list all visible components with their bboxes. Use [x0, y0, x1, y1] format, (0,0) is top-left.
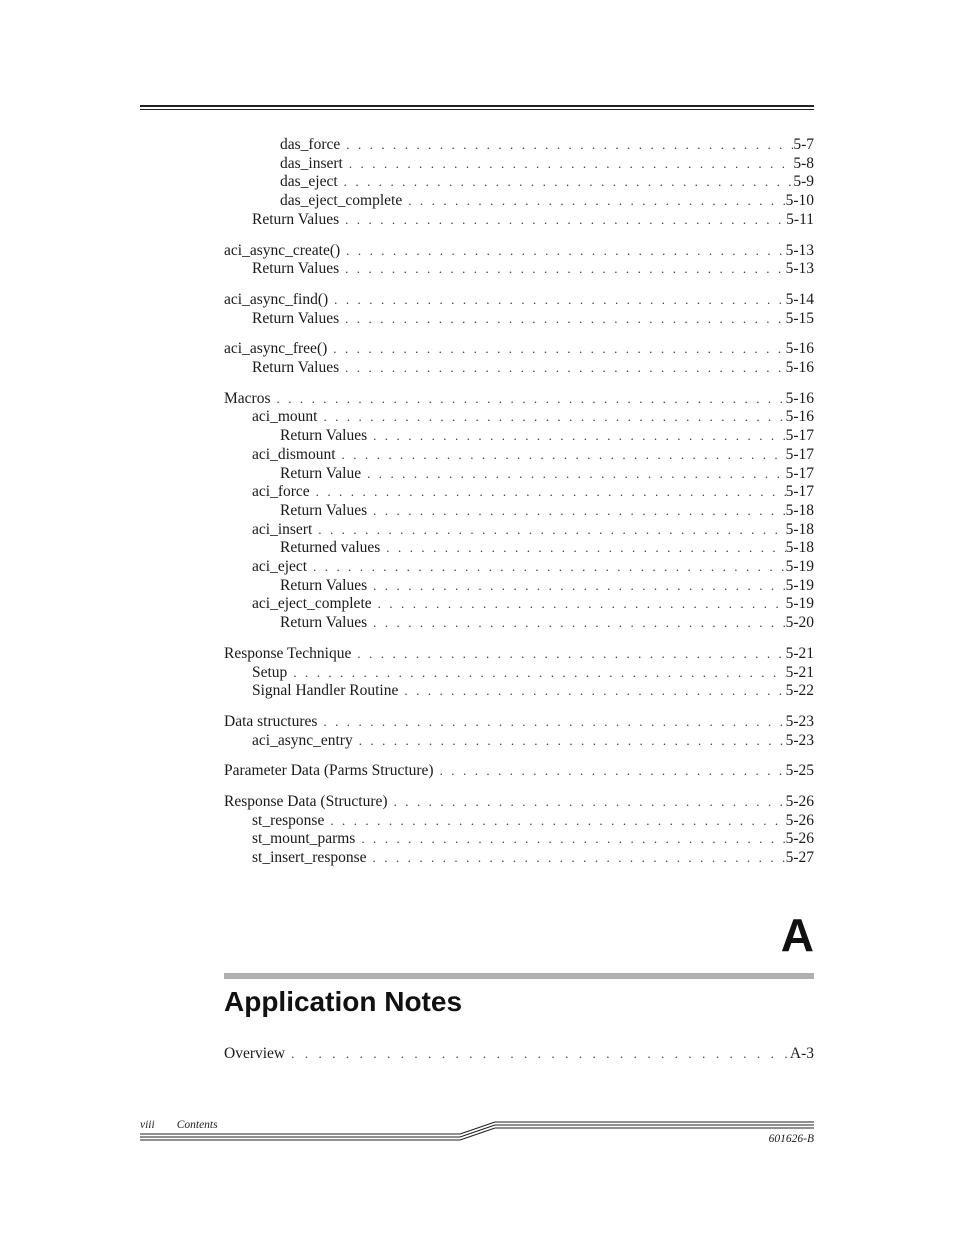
toc-entry[interactable] — [224, 154, 814, 173]
appendix-divider-bar — [224, 973, 814, 979]
toc-entry[interactable] — [224, 407, 814, 426]
toc-entry-title: das_force — [280, 136, 341, 153]
toc-entry-title: Parameter Data (Parms Structure) — [224, 762, 434, 780]
toc-dot-leader — [357, 644, 785, 663]
toc-dot-leader — [361, 829, 785, 848]
toc-entry[interactable] — [224, 557, 814, 576]
toc-entry[interactable] — [224, 482, 814, 501]
toc-dot-leader — [359, 731, 786, 750]
toc-dot-leader — [346, 241, 785, 260]
toc-entry[interactable] — [224, 848, 814, 867]
toc-entry[interactable] — [224, 792, 814, 811]
toc-dot-leader — [344, 172, 794, 191]
toc-dot-leader — [373, 613, 785, 632]
toc-entry-title: Return Values — [280, 501, 368, 519]
footer-doc-id: 601626-B — [768, 1133, 814, 1145]
toc-entry-title: Returned values — [280, 539, 381, 557]
toc-dot-leader — [334, 290, 785, 309]
toc-entry[interactable] — [224, 259, 814, 278]
toc-dot-leader — [346, 135, 793, 154]
footer-rule-graphic — [140, 1118, 814, 1148]
toc-entry-page: 5-19 — [785, 595, 814, 613]
toc-entry-title: Return Values — [280, 427, 368, 445]
toc-entry-title: aci_force — [252, 483, 310, 501]
toc-entry-title: das_eject — [280, 173, 338, 191]
toc-entry-page: 5-18 — [785, 520, 814, 538]
toc-dot-leader — [323, 712, 785, 731]
toc-dot-leader — [277, 389, 786, 408]
toc-dot-leader — [386, 538, 785, 557]
footer-page-number: viii — [140, 1119, 155, 1131]
toc-entry-page: 5-18 — [785, 501, 814, 519]
toc-dot-leader — [345, 210, 786, 229]
toc-entry[interactable] — [224, 681, 814, 700]
toc-entry-title: aci_async_entry — [252, 731, 353, 749]
toc-dot-leader — [440, 761, 786, 780]
toc-entry-title: aci_insert — [252, 520, 313, 538]
toc-entry-title: Return Values — [252, 309, 340, 327]
toc-entry-title: das_insert — [280, 154, 343, 172]
toc-entry-page: 5-19 — [785, 576, 814, 594]
footer-section-name: Contents — [176, 1119, 218, 1131]
toc-entry-page: 5-8 — [793, 154, 814, 172]
toc-dot-leader — [345, 259, 785, 278]
toc-entry[interactable] — [224, 576, 814, 595]
toc-entry-page: 5-26 — [785, 793, 814, 810]
toc-entry-title: st_mount_parms — [252, 830, 356, 848]
appendix-toc-entry[interactable] — [224, 1044, 814, 1063]
toc-dot-leader — [373, 501, 785, 520]
toc-entry-title: Macros — [224, 389, 271, 407]
toc-entry-page: 5-27 — [785, 849, 814, 867]
toc-entry-title: das_eject_complete — [280, 192, 403, 210]
toc-entry[interactable] — [224, 644, 814, 663]
toc-entry-page: 5-18 — [785, 539, 814, 557]
toc-entry-page: 5-17 — [785, 483, 814, 501]
toc-dot-leader — [333, 339, 785, 358]
toc-entry-title: Setup — [252, 663, 288, 681]
toc-entry-page: 5-19 — [785, 558, 814, 575]
toc-dot-leader — [345, 358, 785, 377]
toc-entry-page: 5-20 — [785, 614, 814, 632]
toc-dot-leader — [404, 681, 785, 700]
toc-entry[interactable] — [224, 290, 814, 309]
toc-entry-page: 5-23 — [785, 712, 814, 730]
toc-entry-page: 5-16 — [785, 408, 814, 426]
toc-dot-leader — [373, 426, 785, 445]
toc-dot-leader — [316, 482, 786, 501]
toc-entry[interactable] — [224, 712, 814, 731]
appendix-title: Application Notes — [224, 986, 463, 1017]
toc-entry-page: 5-13 — [785, 241, 814, 259]
toc-entry[interactable] — [224, 811, 814, 830]
toc-entry-page: 5-21 — [785, 644, 814, 662]
toc-entry[interactable] — [224, 829, 814, 848]
toc-entry[interactable] — [224, 520, 814, 539]
toc-entry-title: Return Values — [252, 260, 340, 278]
toc-entry-page: 5-11 — [786, 210, 814, 228]
toc-dot-leader — [330, 811, 785, 830]
toc-entry-page: 5-17 — [785, 427, 814, 445]
toc-dot-leader — [378, 594, 786, 613]
toc-dot-leader — [342, 445, 786, 464]
toc-entry-page: 5-16 — [785, 359, 814, 376]
toc-dot-leader — [394, 792, 786, 811]
toc-entry[interactable] — [224, 445, 814, 464]
toc-entry-page: 5-16 — [785, 340, 814, 358]
toc-dot-leader — [318, 520, 785, 539]
toc-entry[interactable] — [224, 594, 814, 613]
toc-dot-leader — [293, 663, 785, 682]
toc-entry[interactable] — [224, 309, 814, 328]
toc-entry-title: Return Values — [280, 576, 368, 594]
footer-page-info — [140, 1119, 218, 1131]
toc-entry-title: aci_async_create() — [224, 241, 341, 259]
toc-entry[interactable] — [224, 761, 814, 780]
toc-entry-title: Return Values — [280, 614, 368, 632]
toc-entry[interactable] — [224, 426, 814, 445]
toc-entry[interactable] — [224, 172, 814, 191]
toc-entry-title: Data structures — [224, 712, 318, 730]
toc-entry-page: 5-23 — [785, 731, 814, 749]
header-rule-thick — [140, 105, 814, 107]
toc-dot-leader — [323, 407, 785, 426]
toc-entry-title: aci_eject_complete — [252, 595, 372, 613]
toc-entry[interactable] — [224, 339, 814, 358]
toc-entry[interactable] — [224, 538, 814, 557]
toc-entry-page: 5-16 — [785, 389, 814, 407]
toc-dot-leader — [367, 464, 786, 483]
toc-entry-page: 5-17 — [785, 464, 814, 482]
header-rule-thin — [140, 109, 814, 110]
toc-entry-title: Response Data (Structure) — [224, 793, 388, 810]
appendix-letter: A — [780, 909, 814, 961]
toc-entry[interactable] — [224, 191, 814, 210]
toc-entry[interactable] — [224, 613, 814, 632]
toc-entry-page: 5-22 — [785, 682, 814, 700]
toc-entry-title: Response Technique — [224, 644, 352, 662]
toc-entry-title: aci_async_find() — [224, 290, 329, 308]
appendix-entry-page: A-3 — [789, 1045, 814, 1062]
toc-entry-title: aci_dismount — [252, 445, 336, 463]
appendix-entry-title: Overview — [224, 1045, 286, 1062]
toc-entry[interactable] — [224, 210, 814, 229]
toc-dot-leader — [373, 848, 786, 867]
toc-entry-page: 5-9 — [793, 173, 814, 191]
toc-entry-title: Return Value — [280, 464, 362, 482]
toc-entry[interactable] — [224, 241, 814, 260]
toc-entry-page: 5-17 — [785, 445, 814, 463]
toc-entry-page: 5-7 — [793, 136, 814, 153]
toc-entry-title: Signal Handler Routine — [252, 682, 399, 700]
toc-entry-page: 5-15 — [785, 309, 814, 327]
toc-dot-leader — [373, 576, 785, 595]
toc-dot-leader — [408, 191, 785, 210]
toc-entry-page: 5-26 — [785, 830, 814, 848]
toc-entry-title: Return Values — [252, 210, 340, 228]
toc-entry[interactable] — [224, 358, 814, 377]
toc-entry-title: Return Values — [252, 359, 340, 376]
toc-entry-title: st_response — [252, 811, 325, 829]
toc-entry[interactable] — [224, 135, 814, 154]
toc-dot-leader — [291, 1044, 790, 1063]
toc-entry[interactable] — [224, 663, 814, 682]
toc-entry-title: aci_mount — [252, 408, 318, 426]
toc-entry-page: 5-13 — [785, 260, 814, 278]
toc-entry[interactable] — [224, 501, 814, 520]
toc-entry[interactable] — [224, 464, 814, 483]
toc-dot-leader — [349, 154, 793, 173]
toc-entry-page: 5-14 — [785, 290, 814, 308]
toc-entry-title: st_insert_response — [252, 849, 367, 867]
toc-dot-leader — [345, 309, 785, 328]
toc-entry-title: aci_async_free() — [224, 340, 328, 358]
toc-entry-title: aci_eject — [252, 558, 308, 575]
toc-entry-page: 5-10 — [785, 192, 814, 210]
toc-entry-page: 5-21 — [785, 663, 814, 681]
toc-dot-leader — [313, 557, 786, 576]
toc-entry[interactable] — [224, 389, 814, 408]
toc-entry-page: 5-25 — [785, 762, 814, 780]
toc-entry-page: 5-26 — [785, 811, 814, 829]
toc-entry[interactable] — [224, 731, 814, 750]
